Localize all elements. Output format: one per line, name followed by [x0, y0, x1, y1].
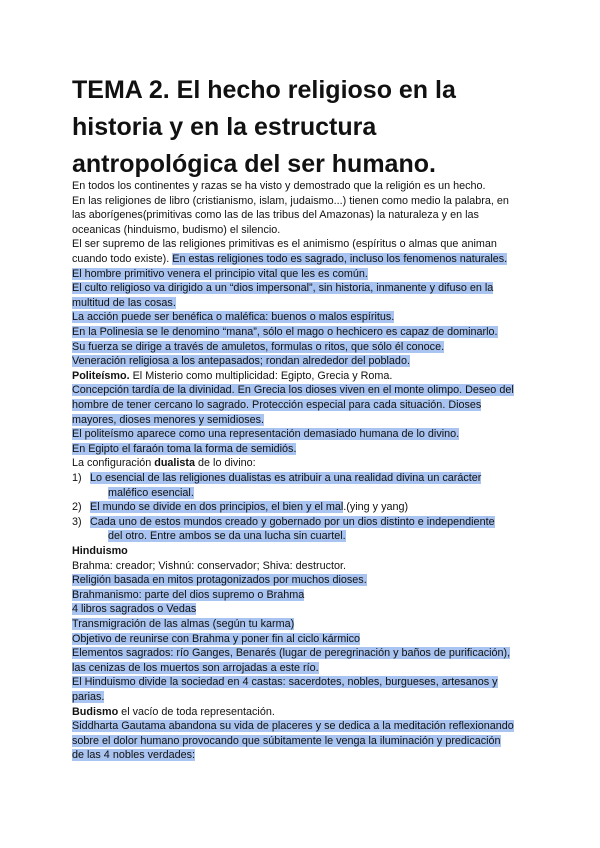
highlighted-text: Siddharta Gautama abandona su vida de placeres y se dedica a la meditación reflexionando — [72, 720, 514, 733]
text-span: .(ying y yang) — [343, 501, 409, 514]
highlighted-text: La acción puede ser benéfica o maléfica: buenos o malos espíritus. — [72, 311, 395, 324]
highlighted-text: Concepción tardía de la divinidad. En Grecia los dioses viven en el monte olimpo. Deseo del — [72, 384, 514, 397]
highlighted-text: Objetivo de reunirse con Brahma y poner fin al ciclo kármico — [72, 632, 361, 645]
highlighted-text: multitud de las cosas. — [72, 296, 176, 309]
highlighted-text: El Hinduismo divide la sociedad en 4 castas: sacerdotes, nobles, burgueses, artesanos y — [72, 676, 498, 689]
highlighted-text: sobre el dolor humano provocando que súbitamente le venga la iluminación y predicación — [72, 734, 501, 747]
text-line — [72, 209, 479, 222]
text-line — [108, 487, 194, 500]
highlighted-text: Elementos sagrados: río Ganges, Benarés (lugar de peregrinación y baños de purificación), — [72, 647, 511, 660]
text-line — [72, 180, 486, 193]
text-line — [72, 560, 346, 573]
text-line — [72, 341, 444, 354]
bold-text: Budismo — [72, 705, 119, 718]
text-line — [72, 515, 495, 529]
text-line — [72, 253, 507, 266]
text-line — [72, 720, 514, 733]
highlighted-text: Veneración religiosa a los antepasados; rondan alrededor del poblado. — [72, 355, 410, 368]
text-line — [72, 282, 493, 295]
highlighted-text: Brahmanismo: parte del dios supremo o Brahma — [72, 588, 305, 601]
text-span: las aborígenes(primitivas como las de las tribus del Amazonas) la naturaleza y en las — [72, 209, 479, 222]
text-line — [72, 326, 498, 339]
highlighted-text: las cenizas de los muertos son arrojadas a este río. — [72, 661, 319, 674]
highlighted-text: Religión basada en mitos protagonizados por muchos dioses. — [72, 574, 367, 587]
bold-text: dualista — [154, 457, 196, 470]
text-span: oceanicas (hinduismo, budismo) el silencio. — [72, 223, 281, 236]
text-line — [72, 501, 409, 514]
highlighted-text: El politeísmo aparece como una representación demasiado humana de lo divino. — [72, 428, 460, 441]
text-line — [72, 384, 514, 397]
highlighted-text: 4 libros sagrados o Vedas — [72, 603, 197, 616]
text-line — [72, 195, 509, 208]
text-line — [72, 297, 176, 310]
list-number: 2) — [72, 501, 82, 514]
highlighted-text: Transmigración de las almas (según tu karma) — [72, 618, 295, 630]
list-number: 1) — [72, 472, 82, 484]
text-line — [72, 633, 360, 646]
text-line — [72, 647, 510, 660]
highlighted-text: de las 4 nobles verdades: — [72, 749, 196, 762]
text-line — [72, 414, 264, 427]
text-span: El Misterio como multiplicidad: Egipto, Grecia y Roma. — [129, 369, 393, 382]
highlighted-text: del otro. Entre ambos se da una lucha sin cuartel. — [108, 530, 346, 543]
page-title: TEMA 2. El hecho religioso en la historia y en la estructura antropológica del ser humano. — [72, 76, 456, 178]
text-span: cuando todo existe). — [72, 253, 173, 265]
text-line — [72, 457, 256, 470]
highlighted-text: hombre de tener cercano lo sagrado. Protección especial para cada situación. Dioses — [72, 399, 482, 411]
text-line — [72, 603, 196, 616]
highlighted-text: mayores, dioses menores y semidioses. — [72, 413, 265, 426]
text-line — [72, 238, 497, 251]
text-line — [72, 268, 368, 281]
highlighted-text: Cada uno de estos mundos creado y gobernado por un dios distinto e independiente — [90, 515, 495, 528]
text-line — [72, 311, 394, 324]
highlighted-text: En Egipto el faraón toma la forma de semidiós. — [72, 442, 297, 455]
text-line — [72, 224, 280, 237]
highlighted-text: En estas religiones todo es sagrado, incluso los fenomenos naturales. — [172, 253, 508, 265]
text-span: el vacío de toda representación. — [118, 705, 275, 718]
text-line — [72, 574, 367, 587]
text-span: En todos los continentes y razas se ha visto y demostrado que la religión es un hecho. — [72, 180, 486, 192]
text-line — [72, 443, 296, 456]
text-span: El ser supremo de las religiones primitivas es el animismo (espíritus o almas que animan — [72, 238, 497, 251]
text-span: Brahma: creador; Vishnú: conservador; Shiva: destructor. — [72, 559, 347, 572]
text-line — [72, 735, 501, 748]
text-line — [72, 399, 481, 412]
text-span: de lo divino: — [195, 457, 256, 470]
text-line — [72, 545, 128, 558]
highlighted-text: En la Polinesia se le denomino “mana”, sólo el mago o hechicero es capaz de dominarlo. — [72, 326, 498, 338]
list-number: 3) — [72, 515, 82, 528]
text-line — [108, 530, 346, 543]
text-line — [72, 618, 294, 631]
highlighted-text: El hombre primitivo venera el principio vital que les es común. — [72, 267, 368, 280]
text-line — [72, 706, 275, 719]
text-line — [72, 691, 104, 704]
highlighted-text: El culto religioso va dirigido a un “dios impersonal”, sin historia, inmanente y difuso en la — [72, 282, 494, 295]
highlighted-text: El mundo se divide en dos principios, el bien y el mal — [90, 501, 344, 514]
text-span: En las religiones de libro (cristianismo, islam, judaismo...) tienen como medio la palabra, en — [72, 194, 509, 207]
text-line — [72, 428, 459, 441]
highlighted-text: Lo esencial de las religiones dualistas es atribuir a una realidad divina un carácter — [90, 472, 482, 484]
bold-text: Hinduismo — [72, 545, 128, 557]
text-line — [72, 370, 392, 383]
text-line — [72, 355, 410, 368]
text-span: La configuración — [72, 457, 155, 470]
text-line — [72, 749, 195, 762]
text-line — [72, 676, 498, 689]
highlighted-text: Su fuerza se dirige a través de amuletos, formulas o ritos, que sólo él conoce. — [72, 340, 445, 353]
highlighted-text: parias. — [72, 691, 105, 703]
text-line — [72, 589, 304, 602]
text-line — [72, 472, 482, 485]
bold-text: Politeísmo. — [72, 369, 130, 382]
highlighted-text: maléfico esencial. — [108, 486, 194, 499]
text-line — [72, 662, 319, 675]
